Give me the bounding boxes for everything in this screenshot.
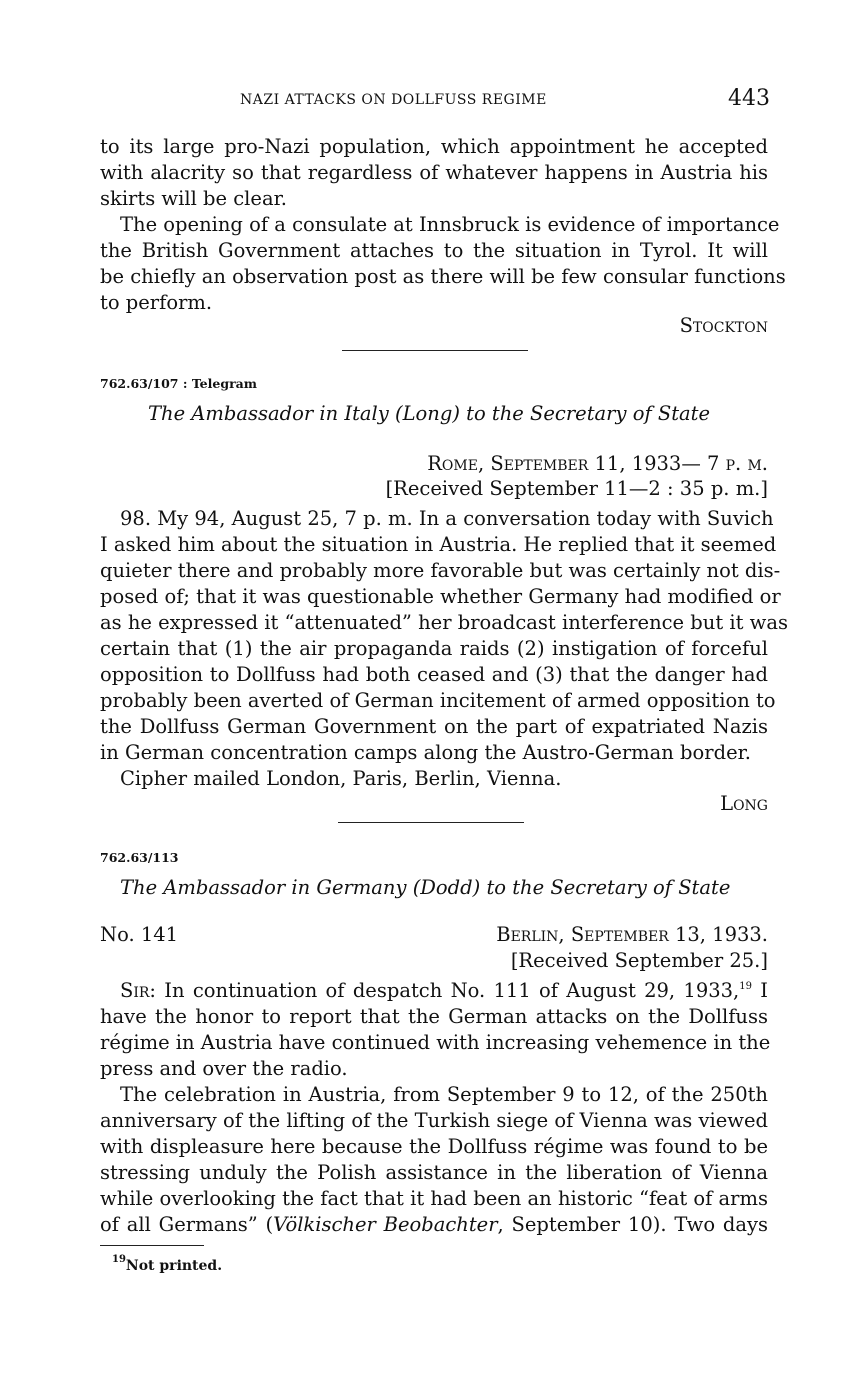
text-line: 98. My 94, August 25, 7 p. m. In a conversation today with Suvich [120, 507, 774, 530]
file-number: 762.63/107 : Telegram [100, 376, 257, 391]
text-line: in German concentration camps along the Austro-German border. [100, 741, 751, 764]
signature-stockton: Stockton [679, 314, 768, 337]
text-line: the Dollfuss German Government on the part of expatriated Nazis [100, 715, 768, 738]
text-line: Cipher mailed London, Paris, Berlin, Vienna. [120, 767, 562, 790]
footnote-mark: 19 [112, 1254, 126, 1265]
dateline-text: Rome, September 11, 1933— 7 p. m. [427, 452, 768, 475]
text-span: of all Germans” ( [100, 1213, 274, 1236]
footnote-divider [100, 1245, 204, 1246]
text-span: , September 10). Two days [497, 1213, 769, 1236]
text-line [120, 978, 768, 1004]
text-line: régime in Austria have continued with increasing vehemence in the [100, 1031, 771, 1054]
text-line: anniversary of the lifting of the Turkish siege of Vienna was viewed [100, 1109, 768, 1132]
text-line: posed of; that it was questionable whether Germany had modified or [100, 585, 781, 608]
text-line: skirts will be clear. [100, 187, 287, 210]
despatch-number: No. 141 [100, 923, 179, 946]
file-number: 762.63/113 [100, 850, 179, 865]
text-line: press and over the radio. [100, 1057, 348, 1080]
text-line: to perform. [100, 291, 213, 314]
dateline-text: Berlin, September 13, 1933. [496, 923, 768, 946]
text-line: I asked him about the situation in Austria. He replied that it seemed [100, 533, 777, 556]
text-line: have the honor to report that the German attacks on the Dollfuss [100, 1005, 768, 1028]
text-span: In continuation of despatch No. 111 of August 29, 1933, [164, 979, 740, 1002]
received-line: [Received September 11—2 : 35 p. m.] [385, 477, 768, 500]
footnote [112, 1254, 223, 1274]
text-line: probably been averted of German incitement of armed opposition to [100, 689, 776, 712]
text-line: as he expressed it “attenuated” her broadcast interference but it was [100, 611, 788, 634]
section-divider [342, 350, 528, 351]
document-title: The Ambassador in Germany (Dodd) to the Secretary of State [120, 876, 731, 899]
text-line: The celebration in Austria, from September 9 to 12, of the 250th [120, 1083, 768, 1106]
footnote-ref[interactable]: 19 [739, 981, 752, 992]
text-line: with displeasure here because the Dollfuss régime was found to be [100, 1135, 768, 1158]
text-line: stressing unduly the Polish assistance in the liberation of Vienna [100, 1161, 768, 1184]
publication-name: Völkischer Beobachter [273, 1213, 498, 1236]
received-line: [Received September 25.] [510, 949, 768, 972]
text-line: quieter there and probably more favorable but was certainly not dis- [100, 559, 781, 582]
running-title: NAZI ATTACKS ON DOLLFUSS REGIME [240, 92, 547, 108]
signature-long: Long [720, 792, 768, 815]
text-span: I [760, 979, 768, 1002]
page-number: 443 [728, 86, 770, 111]
text-line: be chiefly an observation post as there will be few consular functions [100, 265, 786, 288]
text-line [100, 1212, 768, 1238]
section-divider [338, 822, 524, 823]
document-title: The Ambassador in Italy (Long) to the Secretary of State [148, 402, 711, 425]
text-line: with alacrity so that regardless of whatever happens in Austria his [100, 161, 768, 184]
footnote-text: Not printed. [125, 1258, 223, 1274]
text-line: to its large pro-Nazi population, which appointment he accepted [100, 135, 768, 158]
text-line: certain that (1) the air propaganda raids (2) instigation of forceful [100, 637, 768, 660]
text-line: The opening of a consulate at Innsbruck is evidence of importance [120, 213, 780, 236]
dateline [427, 452, 768, 475]
text-line: while overlooking the fact that it had been an historic “feat of arms [100, 1187, 768, 1210]
text-line: opposition to Dollfuss had both ceased and (3) that the danger had [100, 663, 768, 686]
salutation: Sir: [120, 979, 156, 1002]
dateline [496, 923, 768, 946]
text-line: the British Government attaches to the situation in Tyrol. It will [100, 239, 768, 262]
